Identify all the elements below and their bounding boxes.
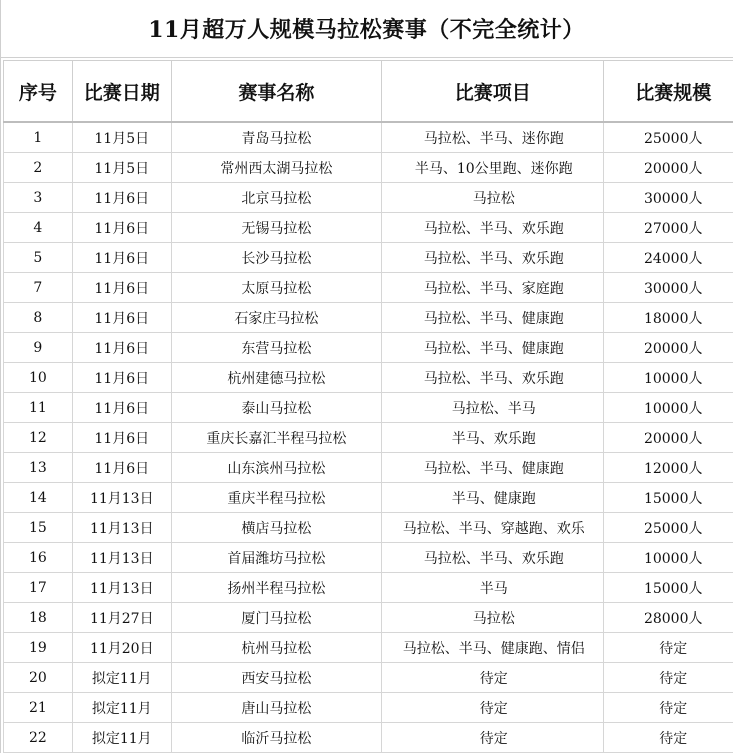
- cell-name[interactable]: 山东滨州马拉松: [171, 453, 381, 483]
- cell-date[interactable]: 11月6日: [72, 423, 171, 453]
- cell-items[interactable]: 马拉松、半马、健康跑: [382, 453, 604, 483]
- cell-scale[interactable]: 待定: [604, 633, 733, 663]
- table-row: [4, 423, 733, 453]
- cell-date[interactable]: 拟定11月: [72, 693, 171, 723]
- cell-scale[interactable]: 30000人: [604, 273, 733, 303]
- cell-items[interactable]: 半马、欢乐跑: [382, 423, 604, 453]
- sheet-left-border: [0, 0, 1, 753]
- table-row: [4, 603, 733, 633]
- table-row: [4, 183, 733, 213]
- table-row: [4, 333, 733, 363]
- cell-index[interactable]: 20: [4, 663, 73, 693]
- cell-index[interactable]: 22: [4, 723, 73, 753]
- cell-name[interactable]: 西安马拉松: [171, 663, 381, 693]
- cell-scale[interactable]: 27000人: [604, 213, 733, 243]
- cell-date[interactable]: 11月6日: [72, 453, 171, 483]
- cell-date[interactable]: 11月13日: [72, 543, 171, 573]
- cell-items[interactable]: 半马、10公里跑、迷你跑: [382, 153, 604, 183]
- cell-name[interactable]: 石家庄马拉松: [171, 303, 381, 333]
- table-row: [4, 723, 733, 753]
- table-row: [4, 243, 733, 273]
- cell-index[interactable]: 8: [4, 303, 73, 333]
- cell-items[interactable]: 待定: [382, 663, 604, 693]
- cell-scale[interactable]: 20000人: [604, 333, 733, 363]
- header-items[interactable]: 比赛项目: [382, 61, 604, 123]
- cell-scale[interactable]: 25000人: [604, 513, 733, 543]
- table-body: [4, 122, 733, 753]
- cell-name[interactable]: 青岛马拉松: [171, 122, 381, 153]
- cell-date[interactable]: 11月6日: [72, 363, 171, 393]
- cell-items[interactable]: 马拉松: [382, 183, 604, 213]
- cell-date[interactable]: 11月13日: [72, 573, 171, 603]
- cell-items[interactable]: 马拉松: [382, 603, 604, 633]
- header-row: [4, 61, 733, 123]
- cell-items[interactable]: 马拉松、半马、健康跑: [382, 333, 604, 363]
- cell-date[interactable]: 拟定11月: [72, 663, 171, 693]
- cell-items[interactable]: 马拉松、半马、欢乐跑: [382, 363, 604, 393]
- cell-items[interactable]: 待定: [382, 723, 604, 753]
- table-row: [4, 513, 733, 543]
- cell-index[interactable]: 4: [4, 213, 73, 243]
- header-name[interactable]: 赛事名称: [171, 61, 381, 123]
- table-row: [4, 663, 733, 693]
- table-row: [4, 453, 733, 483]
- cell-date[interactable]: 11月6日: [72, 273, 171, 303]
- cell-date[interactable]: 11月13日: [72, 513, 171, 543]
- cell-name[interactable]: 泰山马拉松: [171, 393, 381, 423]
- cell-scale[interactable]: 待定: [604, 663, 733, 693]
- cell-name[interactable]: 杭州马拉松: [171, 633, 381, 663]
- table-row: [4, 153, 733, 183]
- cell-name[interactable]: 北京马拉松: [171, 183, 381, 213]
- table-row: [4, 303, 733, 333]
- cell-date[interactable]: 拟定11月: [72, 723, 171, 753]
- cell-scale[interactable]: 10000人: [604, 543, 733, 573]
- cell-date[interactable]: 11月27日: [72, 603, 171, 633]
- cell-index[interactable]: 14: [4, 483, 73, 513]
- header-index[interactable]: 序号: [4, 61, 73, 123]
- cell-name[interactable]: 重庆半程马拉松: [171, 483, 381, 513]
- cell-date[interactable]: 11月5日: [72, 122, 171, 153]
- cell-items[interactable]: 马拉松、半马、健康跑: [382, 303, 604, 333]
- cell-name[interactable]: 首届潍坊马拉松: [171, 543, 381, 573]
- cell-scale[interactable]: 24000人: [604, 243, 733, 273]
- cell-scale[interactable]: 18000人: [604, 303, 733, 333]
- cell-scale[interactable]: 28000人: [604, 603, 733, 633]
- cell-name[interactable]: 太原马拉松: [171, 273, 381, 303]
- cell-index[interactable]: 9: [4, 333, 73, 363]
- cell-date[interactable]: 11月13日: [72, 483, 171, 513]
- cell-items[interactable]: 马拉松、半马、家庭跑: [382, 273, 604, 303]
- cell-index[interactable]: 11: [4, 393, 73, 423]
- cell-index[interactable]: 18: [4, 603, 73, 633]
- table-row: [4, 633, 733, 663]
- cell-name[interactable]: 杭州建德马拉松: [171, 363, 381, 393]
- cell-index[interactable]: 5: [4, 243, 73, 273]
- cell-scale[interactable]: 待定: [604, 693, 733, 723]
- cell-items[interactable]: 待定: [382, 693, 604, 723]
- cell-items[interactable]: 马拉松、半马: [382, 393, 604, 423]
- header-scale[interactable]: 比赛规模: [604, 61, 733, 123]
- cell-items[interactable]: 半马: [382, 573, 604, 603]
- cell-index[interactable]: 7: [4, 273, 73, 303]
- cell-scale[interactable]: 15000人: [604, 483, 733, 513]
- cell-date[interactable]: 11月6日: [72, 333, 171, 363]
- cell-date[interactable]: 11月20日: [72, 633, 171, 663]
- cell-index[interactable]: 10: [4, 363, 73, 393]
- cell-scale[interactable]: 30000人: [604, 183, 733, 213]
- cell-date[interactable]: 11月6日: [72, 393, 171, 423]
- cell-date[interactable]: 11月6日: [72, 183, 171, 213]
- cell-index[interactable]: 13: [4, 453, 73, 483]
- cell-name[interactable]: 扬州半程马拉松: [171, 573, 381, 603]
- cell-items[interactable]: 马拉松、半马、迷你跑: [382, 122, 604, 153]
- cell-scale[interactable]: 12000人: [604, 453, 733, 483]
- cell-items[interactable]: 马拉松、半马、欢乐跑: [382, 213, 604, 243]
- cell-items[interactable]: 马拉松、半马、健康跑、情侣: [382, 633, 604, 663]
- cell-index[interactable]: 16: [4, 543, 73, 573]
- cell-name[interactable]: 临沂马拉松: [171, 723, 381, 753]
- cell-index[interactable]: 15: [4, 513, 73, 543]
- cell-name[interactable]: 厦门马拉松: [171, 603, 381, 633]
- cell-index[interactable]: 3: [4, 183, 73, 213]
- cell-name[interactable]: 重庆长嘉汇半程马拉松: [171, 423, 381, 453]
- cell-scale[interactable]: 10000人: [604, 363, 733, 393]
- table-row: [4, 543, 733, 573]
- cell-date[interactable]: 11月6日: [72, 213, 171, 243]
- table-row: [4, 393, 733, 423]
- cell-index[interactable]: 19: [4, 633, 73, 663]
- header-date[interactable]: 比赛日期: [72, 61, 171, 123]
- marathon-table: [3, 60, 733, 753]
- cell-items[interactable]: 半马、健康跑: [382, 483, 604, 513]
- cell-name[interactable]: 常州西太湖马拉松: [171, 153, 381, 183]
- cell-scale[interactable]: 待定: [604, 723, 733, 753]
- cell-name[interactable]: 长沙马拉松: [171, 243, 381, 273]
- cell-scale[interactable]: 25000人: [604, 122, 733, 153]
- cell-index[interactable]: 21: [4, 693, 73, 723]
- cell-index[interactable]: 17: [4, 573, 73, 603]
- cell-scale[interactable]: 20000人: [604, 153, 733, 183]
- table-row: [4, 483, 733, 513]
- cell-items[interactable]: 马拉松、半马、欢乐跑: [382, 243, 604, 273]
- cell-items[interactable]: 马拉松、半马、欢乐跑: [382, 543, 604, 573]
- cell-date[interactable]: 11月6日: [72, 303, 171, 333]
- cell-name[interactable]: 无锡马拉松: [171, 213, 381, 243]
- cell-scale[interactable]: 20000人: [604, 423, 733, 453]
- table-row: [4, 273, 733, 303]
- cell-name[interactable]: 横店马拉松: [171, 513, 381, 543]
- cell-index[interactable]: 2: [4, 153, 73, 183]
- cell-date[interactable]: 11月5日: [72, 153, 171, 183]
- table-row: [4, 693, 733, 723]
- cell-name[interactable]: 唐山马拉松: [171, 693, 381, 723]
- table-row: [4, 573, 733, 603]
- cell-items[interactable]: 马拉松、半马、穿越跑、欢乐: [382, 513, 604, 543]
- cell-scale[interactable]: 15000人: [604, 573, 733, 603]
- table-row: [4, 363, 733, 393]
- table-row: [4, 122, 733, 153]
- cell-index[interactable]: 12: [4, 423, 73, 453]
- cell-date[interactable]: 11月6日: [72, 243, 171, 273]
- table-title[interactable]: 11月超万人规模马拉松赛事（不完全统计）: [0, 0, 733, 58]
- cell-scale[interactable]: 10000人: [604, 393, 733, 423]
- cell-name[interactable]: 东营马拉松: [171, 333, 381, 363]
- cell-index[interactable]: 1: [4, 122, 73, 153]
- table-row: [4, 213, 733, 243]
